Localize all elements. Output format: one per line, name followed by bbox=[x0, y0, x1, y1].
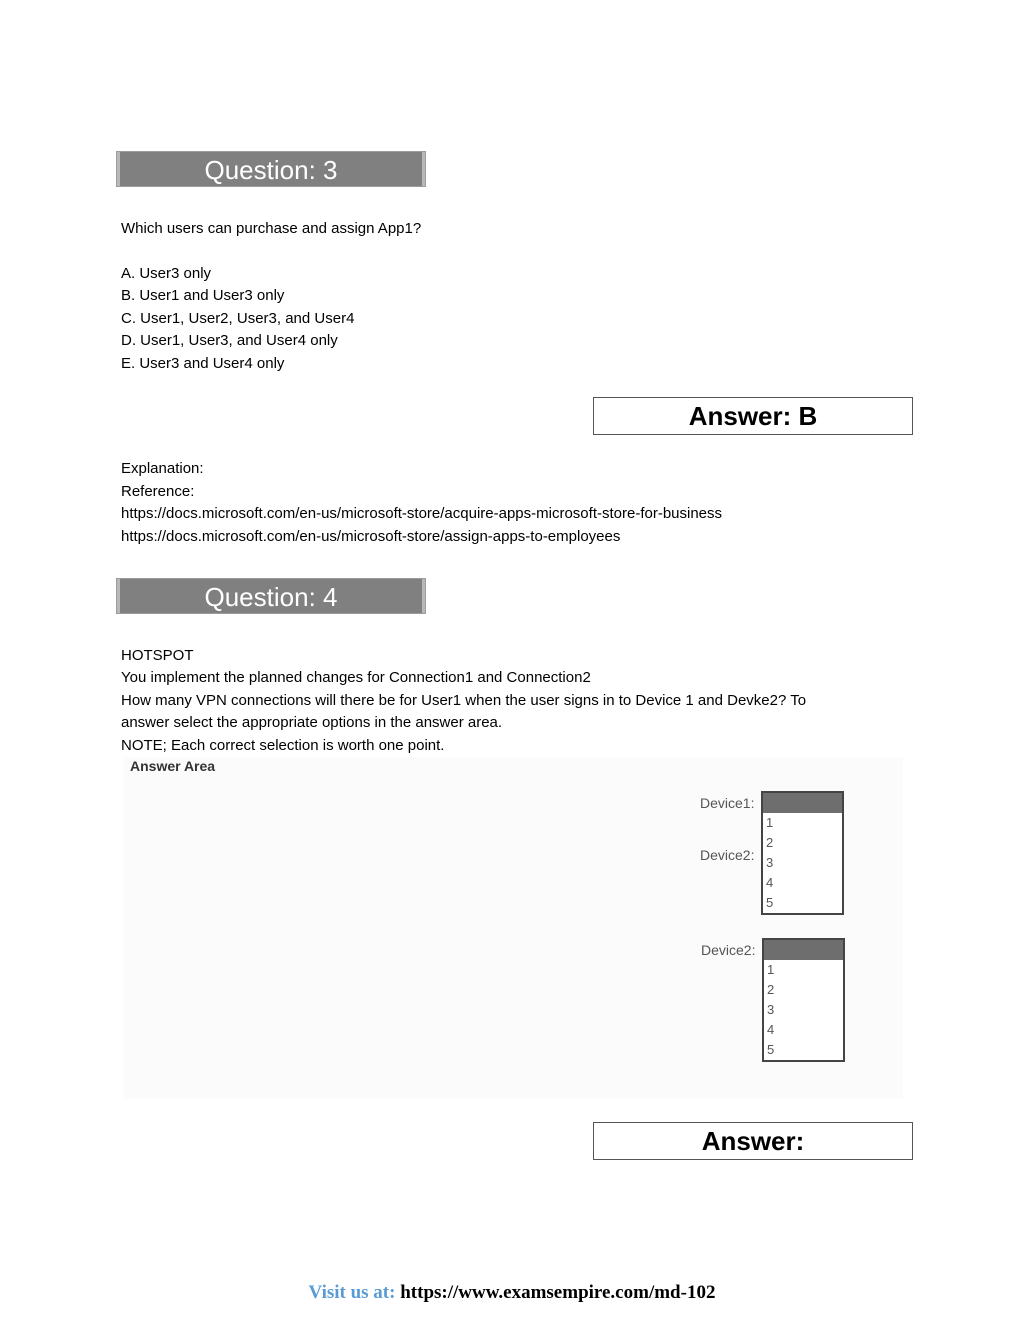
hotspot-label: HOTSPOT bbox=[121, 647, 194, 664]
dropdown-option[interactable]: 5 bbox=[767, 1042, 775, 1057]
answer-area-title: Answer Area bbox=[130, 758, 216, 774]
device1-label: Device1: bbox=[700, 795, 755, 811]
option-a: A. User3 only bbox=[121, 265, 212, 282]
dropdown-option[interactable]: 1 bbox=[766, 815, 774, 830]
dropdown-option[interactable]: 4 bbox=[766, 875, 774, 890]
dropdown-option[interactable]: 3 bbox=[767, 1002, 775, 1017]
dropdown-option[interactable]: 1 bbox=[767, 962, 775, 977]
dropdown-option[interactable]: 2 bbox=[766, 835, 774, 850]
question-4-answer: Answer: bbox=[593, 1122, 913, 1160]
option-b: B. User1 and User3 only bbox=[121, 287, 285, 304]
dropdown-selected bbox=[764, 940, 843, 960]
dropdown-option[interactable]: 4 bbox=[767, 1022, 775, 1037]
device2-label: Device2: bbox=[700, 847, 755, 863]
dropdown-option[interactable]: 2 bbox=[767, 982, 775, 997]
option-c: C. User1, User2, User3, and User4 bbox=[121, 310, 355, 327]
footer-url-link[interactable]: https://www.examsempire.com/md-102 bbox=[400, 1282, 716, 1303]
footer bbox=[0, 1282, 1024, 1304]
reference-link-2[interactable]: https://docs.microsoft.com/en-us/microsoft-store/assign-apps-to-employees bbox=[121, 528, 621, 545]
question-3-header: Question: 3 bbox=[116, 151, 426, 187]
question-4-line-1: You implement the planned changes for Connection1 and Connection2 bbox=[121, 669, 591, 686]
question-3-prompt: Which users can purchase and assign App1? bbox=[121, 220, 422, 237]
device2-dropdown-label: Device2: bbox=[701, 942, 756, 958]
explanation-label: Explanation: bbox=[121, 460, 204, 477]
question-4-header: Question: 4 bbox=[116, 578, 426, 614]
device-dropdown-1[interactable] bbox=[761, 791, 844, 915]
question-4-note: NOTE; Each correct selection is worth one point. bbox=[121, 737, 445, 754]
option-d: D. User1, User3, and User4 only bbox=[121, 332, 338, 349]
answer-area-exhibit bbox=[123, 757, 903, 1099]
option-e: E. User3 and User4 only bbox=[121, 355, 285, 372]
dropdown-selected bbox=[763, 793, 842, 813]
footer-visit-label: Visit us at: bbox=[308, 1282, 401, 1303]
question-3-answer: Answer: B bbox=[593, 397, 913, 435]
reference-label: Reference: bbox=[121, 483, 195, 500]
dropdown-option[interactable]: 3 bbox=[766, 855, 774, 870]
device-dropdown-2[interactable] bbox=[762, 938, 845, 1062]
question-4-line-3: answer select the appropriate options in the answer area. bbox=[121, 714, 503, 731]
dropdown-option[interactable]: 5 bbox=[766, 895, 774, 910]
question-4-line-2: How many VPN connections will there be for User1 when the user signs in to Device 1 and Devke2? To bbox=[121, 692, 807, 709]
reference-link-1[interactable]: https://docs.microsoft.com/en-us/microsoft-store/acquire-apps-microsoft-store-for-business bbox=[121, 505, 723, 522]
